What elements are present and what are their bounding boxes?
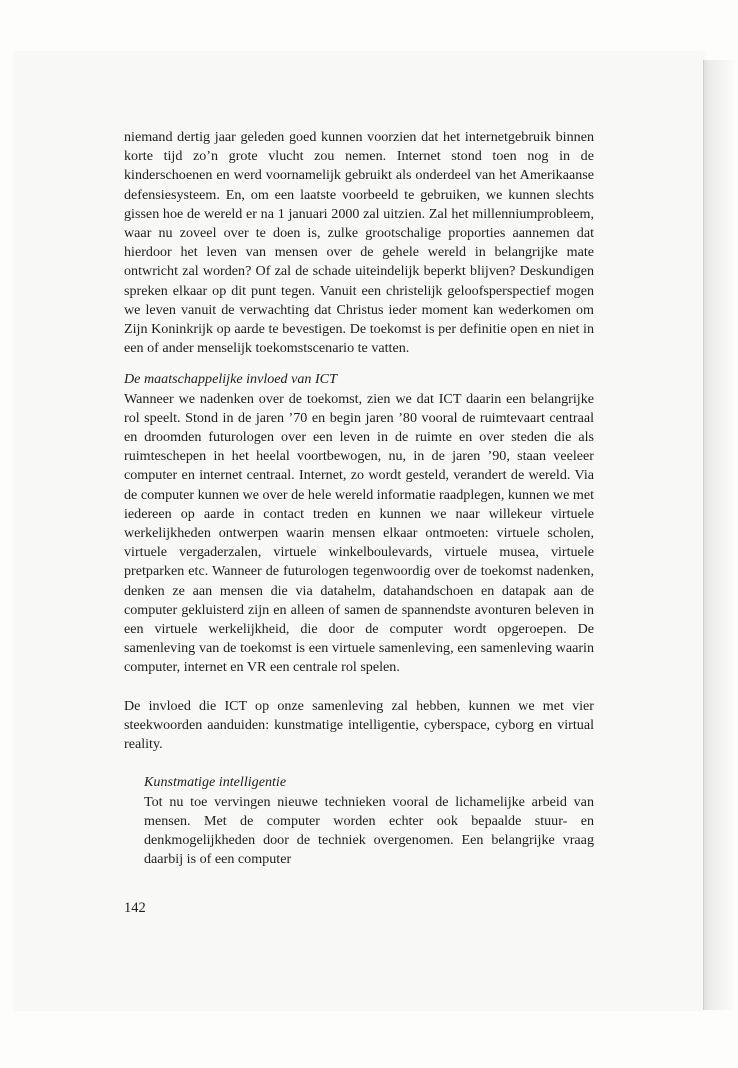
keywords-paragraph: De invloed die ICT op onze samenleving zal hebben, kunnen we met vier steekwoorden aanduiden: kunstmatige intelligentie, cyberspace, cyborg en virtual reality. — [124, 697, 594, 753]
page-number: 142 — [124, 900, 146, 916]
section-heading: De maatschappelijke invloed van ICT — [124, 371, 337, 388]
intro-paragraph: niemand dertig jaar geleden goed kunnen voorzien dat het internetgebruik binnen korte tijd zo’n grote vlucht zou nemen. Internet stond toen nog in de kinderschoenen en werd voornamelijk gebruikt als onderdeel van het Amerikaanse defensiesysteem. En, om een laatste voorbeeld te gebruiken, we kunnen slechts gissen hoe de wereld er na 1 januari 2000 zal uitzien. Zal het millenniumprobleem, waar nu zoveel over te doen is, zulke grootschalige proporties aannemen dat hierdoor het leven van mensen over de gehele wereld in belangrijke mate ontwricht zal worden? Of zal de schade uiteindelijk beperkt blijven? Deskundigen spreken elkaar op dit punt tegen. Vanuit een christelijk geloofsperspectief mogen we leven vanuit de verwachting dat Christus ieder moment kan wederkomen om Zijn Koninkrijk op aarde te bevestigen. De toekomst is per definitie open en niet in een of ander menselijk toekomstscenario te vatten. — [124, 129, 594, 357]
section-paragraph: Wanneer we nadenken over de toekomst, zien we dat ICT daarin een belangrijke rol speelt. Stond in de jaren ’70 en begin jaren ’80 vooral de ruimtevaart centraal en droomden futurologen over een leven in de ruimte en over steden die als ruimteschepen in het heelal voortbewogen, nu, in de jaren ’90, staan veeleer computer en internet centraal. Internet, zo wordt gesteld, verandert de wereld. Via de computer kunnen we over de hele wereld informatie raadplegen, kunnen we met iedereen op aarde in contact treden en kunnen we naar willekeur virtuele werkelijkheden ontwerpen waarin mensen elkaar ontmoeten: virtuele scholen, virtuele vergaderzalen, virtuele winkelboulevards, virtuele musea, virtuele pretparken etc. Wanneer de futurologen tegenwoordig over de toekomst nadenken, denken ze aan mensen die via datahelm, datahandschoen en datapak aan de computer gekluisterd zijn en alleen of samen de spannendste avonturen beleven in een virtuele werkelijkheid, die door de computer wordt opgeroepen. De samenleving van de toekomst is een virtuele samenleving, een samenleving waarin computer, internet en VR een centrale rol spelen. — [124, 390, 594, 676]
book-edge — [704, 60, 734, 1010]
body-text — [124, 128, 594, 869]
subsection-heading: Kunstmatige intelligentie — [144, 774, 287, 791]
subsection-paragraph: Tot nu toe vervingen nieuwe technieken vooral de lichamelijke arbeid van mensen. Met de computer worden echter ook bepaalde stuur- en denkmogelijkheden door de techniek overgenomen. Een belangrijke vraag daarbij is of een computer — [144, 793, 594, 868]
